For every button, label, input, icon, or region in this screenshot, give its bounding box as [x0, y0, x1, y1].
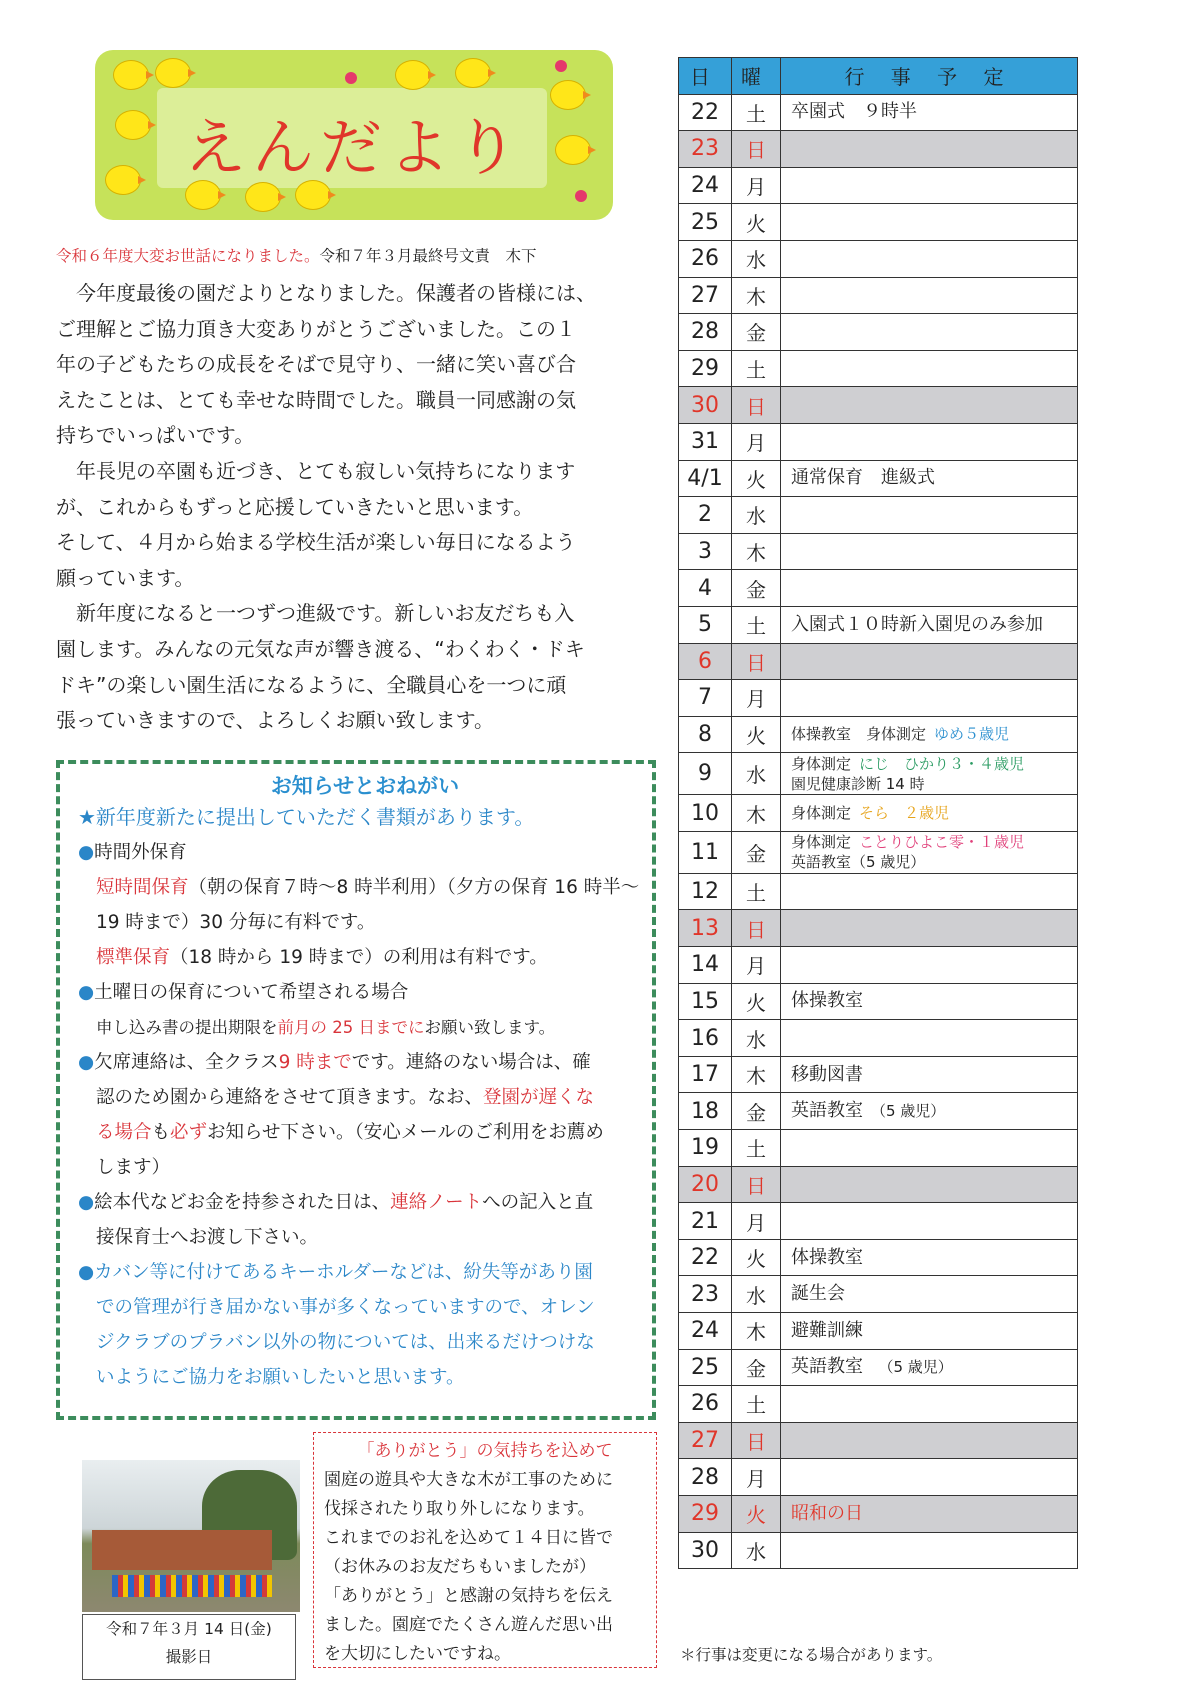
calendar-date: 30 — [679, 387, 732, 424]
calendar-event — [781, 947, 1078, 984]
calendar-date: 29 — [679, 350, 732, 387]
absent-text: 認のため園から連絡をさせて頂きます。なお、 — [96, 1087, 484, 1108]
calendar-row — [679, 1020, 1078, 1057]
std-label: 標準保育 — [96, 947, 171, 968]
event-extra: 英語教室（5 歳児） — [791, 853, 926, 872]
notice-bag: ●カバン等に付けてあるキーホルダーなどは、紛失等があり園 — [78, 1262, 593, 1283]
calendar-date: 31 — [679, 423, 732, 460]
money-text: 絵本代などお金を持参された日は、 — [94, 1192, 391, 1213]
calendar-event — [781, 1349, 1078, 1386]
money-text: への記入と直 — [482, 1192, 594, 1213]
calendar-date: 26 — [679, 1386, 732, 1423]
calendar-weekday: 火 — [732, 1495, 781, 1532]
thanks-line: 園庭の遊具や大きな木が工事のために — [324, 1470, 613, 1490]
calendar-row — [679, 350, 1078, 387]
calendar-weekday: 金 — [732, 1093, 781, 1130]
calendar-date: 27 — [679, 277, 732, 314]
calendar-date: 30 — [679, 1532, 732, 1569]
calendar-event — [781, 387, 1078, 424]
calendar-row — [679, 314, 1078, 351]
absent-text: お知らせ下さい。（安心メールのご利用をお薦め — [207, 1122, 604, 1143]
bag-text: カバン等に付けてあるキーホルダーなどは、紛失等があり園 — [94, 1262, 593, 1283]
event-text: 体操教室 — [791, 990, 863, 1012]
calendar-date: 10 — [679, 795, 732, 832]
calendar-date: 4/1 — [679, 460, 732, 497]
absent-late2: る場合 — [96, 1122, 152, 1143]
calendar-row — [679, 1313, 1078, 1350]
calendar-row — [679, 606, 1078, 643]
body-line: が、これからもずっと応援していきたいと思います。 — [56, 494, 534, 519]
calendar-weekday: 日 — [732, 910, 781, 947]
calendar-event — [781, 606, 1078, 643]
event-text: 通常保育 進級式 — [791, 467, 935, 489]
calendar-row — [679, 716, 1078, 753]
thanks-line: を大切にしたいですね。 — [324, 1644, 511, 1664]
notice-bag2: での管理が行き届かない事が多くなっていますので、オレン — [96, 1297, 595, 1318]
absent-text: です。連絡のない場合は、確 — [351, 1052, 591, 1073]
event-detail: ゆめ５歳児 — [934, 725, 1010, 744]
event-text: 英語教室 — [791, 1356, 863, 1378]
calendar-row — [679, 1386, 1078, 1423]
saturday-label: 土曜日の保育について希望される場合 — [94, 982, 409, 1003]
calendar-weekday: 火 — [732, 204, 781, 241]
calendar-weekday: 日 — [732, 643, 781, 680]
calendar-date: 13 — [679, 910, 732, 947]
sat-deadline: 前月の 25 日までに — [277, 1018, 425, 1037]
calendar-weekday: 日 — [732, 387, 781, 424]
calendar-weekday: 水 — [732, 753, 781, 795]
flower-icon — [575, 190, 587, 202]
calendar-row — [679, 910, 1078, 947]
calendar-date: 9 — [679, 753, 732, 795]
thanks-line: 伐採されたり取り外しになります。 — [324, 1499, 595, 1519]
absent-text: も — [151, 1122, 171, 1143]
event-text: 身体測定 — [791, 754, 852, 773]
calendar-date: 24 — [679, 167, 732, 204]
notice-short2: 19 時まで）30 分毎に有料です。 — [96, 912, 376, 933]
calendar-event — [781, 1093, 1078, 1130]
absent-text: 欠席連絡は、全クラス — [94, 1052, 279, 1073]
calendar-event — [781, 873, 1078, 910]
body-line: 園します。みんなの元気な声が響き渡る、“わくわく・ドキ — [56, 636, 585, 661]
intro-byline: 令和７年３月最終号文責 木下 — [319, 247, 537, 265]
calendar-event — [781, 795, 1078, 832]
calendar-date: 22 — [679, 1239, 732, 1276]
sat-text: お願い致します。 — [424, 1018, 556, 1037]
calendar-event — [781, 460, 1078, 497]
event-text: 体操教室 — [791, 1246, 863, 1268]
money-notebook: 連絡ノート — [390, 1192, 483, 1213]
calendar-event — [781, 1130, 1078, 1167]
calendar-row — [679, 277, 1078, 314]
calendar-row — [679, 1130, 1078, 1167]
calendar-weekday: 月 — [732, 680, 781, 717]
calendar-date: 25 — [679, 204, 732, 241]
calendar-weekday: 金 — [732, 1349, 781, 1386]
calendar-weekday: 土 — [732, 94, 781, 131]
body-line: ご理解とご協力頂き大変ありがとうございました。この１ — [56, 316, 576, 341]
calendar-date: 6 — [679, 643, 732, 680]
calendar-weekday: 金 — [732, 831, 781, 873]
calendar-weekday: 土 — [732, 606, 781, 643]
chick-icon — [113, 60, 149, 90]
calendar-row — [679, 1422, 1078, 1459]
event-detail: そら ２歳児 — [859, 804, 950, 823]
flower-icon — [345, 72, 357, 84]
calendar-row — [679, 497, 1078, 534]
notice-absence3 — [78, 1115, 652, 1150]
calendar-date: 18 — [679, 1093, 732, 1130]
calendar-row — [679, 94, 1078, 131]
event-detail: ことりひよこ零・１歳児 — [859, 833, 1025, 852]
event-text: 体操教室 身体測定 — [791, 725, 927, 744]
calendar-event — [781, 1166, 1078, 1203]
event-text: 英語教室 — [791, 1100, 863, 1122]
chick-icon — [155, 58, 191, 88]
calendar-event — [781, 240, 1078, 277]
calendar-date: 15 — [679, 983, 732, 1020]
calendar-date: 19 — [679, 1130, 732, 1167]
event-detail: （5 歳児） — [871, 1358, 953, 1377]
calendar-date: 3 — [679, 533, 732, 570]
body-line: そして、４月から始まる学校生活が楽しい毎日になるよう — [56, 530, 576, 555]
calendar-date: 7 — [679, 680, 732, 717]
event-calendar — [678, 57, 1078, 1569]
body-line: 新年度になると一つずつ進級です。新しいお友だちも入 — [56, 601, 575, 626]
calendar-header-row — [679, 58, 1078, 95]
calendar-row — [679, 753, 1078, 795]
calendar-date: 11 — [679, 831, 732, 873]
calendar-weekday: 木 — [732, 277, 781, 314]
calendar-date: 17 — [679, 1056, 732, 1093]
calendar-event — [781, 1056, 1078, 1093]
calendar-date: 28 — [679, 1459, 732, 1496]
calendar-weekday: 木 — [732, 1056, 781, 1093]
notice-bag4: いようにご協力をお願いしたいと思います。 — [96, 1367, 465, 1388]
notice-title: お知らせとおねがい — [270, 774, 460, 798]
calendar-date: 20 — [679, 1166, 732, 1203]
notice-box — [56, 760, 656, 1420]
header-day: 日 — [679, 58, 732, 95]
notice-standard — [78, 940, 652, 975]
calendar-event — [781, 1386, 1078, 1423]
calendar-weekday: 火 — [732, 716, 781, 753]
calendar-date: 23 — [679, 131, 732, 168]
calendar-event — [781, 643, 1078, 680]
calendar-weekday: 水 — [732, 1532, 781, 1569]
body-line: 今年度最後の園だよりとなりました。保護者の皆様には、 — [56, 281, 596, 305]
flower-icon — [555, 60, 567, 72]
calendar-date: 5 — [679, 606, 732, 643]
calendar-event — [781, 131, 1078, 168]
absent-late: 登園が遅くな — [483, 1087, 595, 1108]
body-line: 願っています。 — [56, 565, 195, 590]
calendar-date: 22 — [679, 94, 732, 131]
calendar-event — [781, 350, 1078, 387]
calendar-event — [781, 1459, 1078, 1496]
calendar-row — [679, 1166, 1078, 1203]
calendar-row — [679, 1056, 1078, 1093]
notice-money: ●絵本代などお金を持参された日は、連絡ノートへの記入と直 — [78, 1192, 594, 1213]
chick-icon — [395, 60, 431, 90]
calendar-event — [781, 1495, 1078, 1532]
calendar-row — [679, 1276, 1078, 1313]
calendar-weekday: 月 — [732, 947, 781, 984]
notice-star-line: ★新年度新たに提出していただく書類があります。 — [78, 805, 535, 829]
event-text: 移動図書 — [791, 1063, 863, 1085]
group-photo — [82, 1460, 300, 1612]
calendar-date: 16 — [679, 1020, 732, 1057]
calendar-event — [781, 94, 1078, 131]
intro-lead: 令和６年度大変お世話になりました。 — [56, 247, 320, 265]
calendar-event — [781, 423, 1078, 460]
notice-saturday-deadline — [78, 1010, 652, 1045]
calendar-event — [781, 680, 1078, 717]
calendar-row — [679, 680, 1078, 717]
calendar-event — [781, 1203, 1078, 1240]
calendar-weekday: 日 — [732, 1166, 781, 1203]
notice-overtime: ●時間外保育 — [78, 842, 187, 863]
calendar-row — [679, 1239, 1078, 1276]
calendar-weekday: 火 — [732, 983, 781, 1020]
calendar-event — [781, 1020, 1078, 1057]
intro-header — [56, 244, 537, 266]
calendar-row — [679, 1459, 1078, 1496]
calendar-date: 21 — [679, 1203, 732, 1240]
calendar-event — [781, 1532, 1078, 1569]
calendar-row — [679, 983, 1078, 1020]
body-line: 張っていきますので、よろしくお願い致します。 — [56, 708, 494, 733]
calendar-weekday: 月 — [732, 1203, 781, 1240]
calendar-body — [679, 94, 1078, 1569]
calendar-event — [781, 831, 1078, 873]
notice-saturday: ●土曜日の保育について希望される場合 — [78, 982, 409, 1003]
calendar-event — [781, 1313, 1078, 1350]
calendar-event — [781, 570, 1078, 607]
calendar-weekday: 土 — [732, 350, 781, 387]
notice-short — [78, 870, 652, 905]
calendar-row — [679, 831, 1078, 873]
notice-absence4: します） — [96, 1157, 171, 1178]
body-line: 年の子どもたちの成長をそばで見守り、一緒に笑い喜び合 — [56, 352, 576, 377]
calendar-event — [781, 167, 1078, 204]
calendar-event — [781, 910, 1078, 947]
event-detail: （5 歳児） — [871, 1102, 946, 1121]
calendar-row — [679, 1532, 1078, 1569]
calendar-weekday: 月 — [732, 167, 781, 204]
calendar-date: 27 — [679, 1422, 732, 1459]
short-text: （朝の保育７時～8 時半利用）（夕方の保育 16 時半～ — [188, 877, 640, 898]
greeting-body — [56, 276, 636, 739]
chick-icon — [455, 58, 491, 88]
body-line: えたことは、とても幸せな時間でした。職員一同感謝の気 — [56, 387, 576, 412]
calendar-row — [679, 204, 1078, 241]
calendar-row — [679, 795, 1078, 832]
calendar-date: 25 — [679, 1349, 732, 1386]
absent-time: 9 時まで — [278, 1052, 352, 1073]
absent-must: 必ず — [170, 1122, 208, 1143]
calendar-date: 24 — [679, 1313, 732, 1350]
calendar-event — [781, 277, 1078, 314]
calendar-weekday: 水 — [732, 240, 781, 277]
caption-label: 撮影日 — [165, 1648, 213, 1666]
short-label: 短時間保育 — [96, 877, 189, 898]
calendar-weekday: 木 — [732, 533, 781, 570]
calendar-event — [781, 1239, 1078, 1276]
event-text: 入園式１０時新入園児のみ参加 — [791, 613, 1043, 635]
body-line: 年長児の卒園も近づき、とても寂しい気持ちになります — [56, 458, 576, 483]
calendar-event — [781, 983, 1078, 1020]
thanks-line: ました。園庭でたくさん遊んだ思い出 — [324, 1615, 613, 1635]
calendar-row — [679, 873, 1078, 910]
event-text: 避難訓練 — [791, 1319, 863, 1341]
calendar-weekday: 月 — [732, 423, 781, 460]
calendar-date: 23 — [679, 1276, 732, 1313]
notice-money2: 接保育士へお渡し下さい。 — [96, 1227, 319, 1248]
calendar-weekday: 金 — [732, 570, 781, 607]
banner — [95, 50, 613, 220]
thanks-title: 「ありがとう」の気持ちを込めて — [357, 1441, 613, 1461]
calendar-weekday: 水 — [732, 1020, 781, 1057]
calendar-row — [679, 387, 1078, 424]
sat-text: 申し込み書の提出期限を — [96, 1018, 278, 1037]
calendar-weekday: 日 — [732, 1422, 781, 1459]
thanks-box — [313, 1432, 657, 1668]
calendar-weekday: 木 — [732, 1313, 781, 1350]
calendar-row — [679, 1203, 1078, 1240]
calendar-date: 4 — [679, 570, 732, 607]
calendar-weekday: 金 — [732, 314, 781, 351]
calendar-row — [679, 131, 1078, 168]
calendar-row — [679, 570, 1078, 607]
calendar-weekday: 土 — [732, 1386, 781, 1423]
std-text: （18 時から 19 時まで）の利用は有料です。 — [170, 947, 548, 968]
calendar-row — [679, 643, 1078, 680]
newsletter-title: えんだより — [183, 111, 524, 184]
calendar-row — [679, 167, 1078, 204]
calendar-weekday: 土 — [732, 873, 781, 910]
notice-absence2 — [78, 1080, 652, 1115]
event-text: 身体測定 — [791, 804, 852, 823]
event-detail: にじ ひかり３・４歳児 — [859, 754, 1025, 773]
calendar-date: 12 — [679, 873, 732, 910]
header-weekday: 曜 — [732, 58, 781, 95]
calendar-event — [781, 1276, 1078, 1313]
body-line: 持ちでいっぱいです。 — [56, 423, 255, 448]
calendar-weekday: 木 — [732, 795, 781, 832]
calendar-event — [781, 314, 1078, 351]
calendar-row — [679, 1349, 1078, 1386]
calendar-weekday: 日 — [732, 131, 781, 168]
event-text: 誕生会 — [791, 1283, 845, 1305]
calendar-date: 8 — [679, 716, 732, 753]
calendar-weekday: 月 — [732, 1459, 781, 1496]
calendar-row — [679, 240, 1078, 277]
calendar-row — [679, 533, 1078, 570]
calendar-event — [781, 204, 1078, 241]
calendar-row — [679, 460, 1078, 497]
notice-absence: ●欠席連絡は、全クラス9 時までです。連絡のない場合は、確 — [78, 1052, 591, 1073]
calendar-row — [679, 423, 1078, 460]
overtime-label: 時間外保育 — [94, 842, 187, 863]
caption-date: 令和７年３月 14 日(金) — [106, 1620, 272, 1638]
photo-children — [112, 1575, 272, 1597]
header-events: 行 事 予 定 — [781, 58, 1078, 95]
event-text: 卒園式 ９時半 — [791, 101, 917, 123]
calendar-event — [781, 497, 1078, 534]
calendar-event — [781, 533, 1078, 570]
thanks-line: 「ありがとう」と感謝の気持ちを伝え — [324, 1586, 613, 1606]
calendar-event — [781, 753, 1078, 795]
calendar-date: 29 — [679, 1495, 732, 1532]
calendar-date: 2 — [679, 497, 732, 534]
calendar-row — [679, 1093, 1078, 1130]
calendar-weekday: 水 — [732, 1276, 781, 1313]
calendar-weekday: 火 — [732, 1239, 781, 1276]
event-text: 身体測定 — [791, 833, 852, 852]
calendar-event — [781, 716, 1078, 753]
calendar-date: 26 — [679, 240, 732, 277]
calendar-date: 28 — [679, 314, 732, 351]
calendar-date: 14 — [679, 947, 732, 984]
calendar-row — [679, 947, 1078, 984]
event-text: 昭和の日 — [791, 1502, 863, 1524]
calendar-event — [781, 1422, 1078, 1459]
calendar-weekday: 土 — [732, 1130, 781, 1167]
thanks-line: これまでのお礼を込めて１４日に皆で — [324, 1528, 613, 1548]
photo-caption — [82, 1614, 296, 1680]
photo-building — [92, 1530, 272, 1570]
event-extra: 園児健康診断 14 時 — [791, 774, 925, 793]
notice-bag3: ジクラブのプラバン以外の物については、出来るだけつけな — [96, 1332, 595, 1353]
calendar-footnote: ＊行事は変更になる場合があります。 — [680, 1646, 943, 1664]
calendar-weekday: 水 — [732, 497, 781, 534]
body-line: ドキ”の楽しい園生活になるように、全職員心を一つに頑 — [56, 672, 567, 697]
calendar-weekday: 火 — [732, 460, 781, 497]
thanks-line: （お休みのお友だちもいましたが） — [324, 1557, 596, 1577]
calendar-row — [679, 1495, 1078, 1532]
